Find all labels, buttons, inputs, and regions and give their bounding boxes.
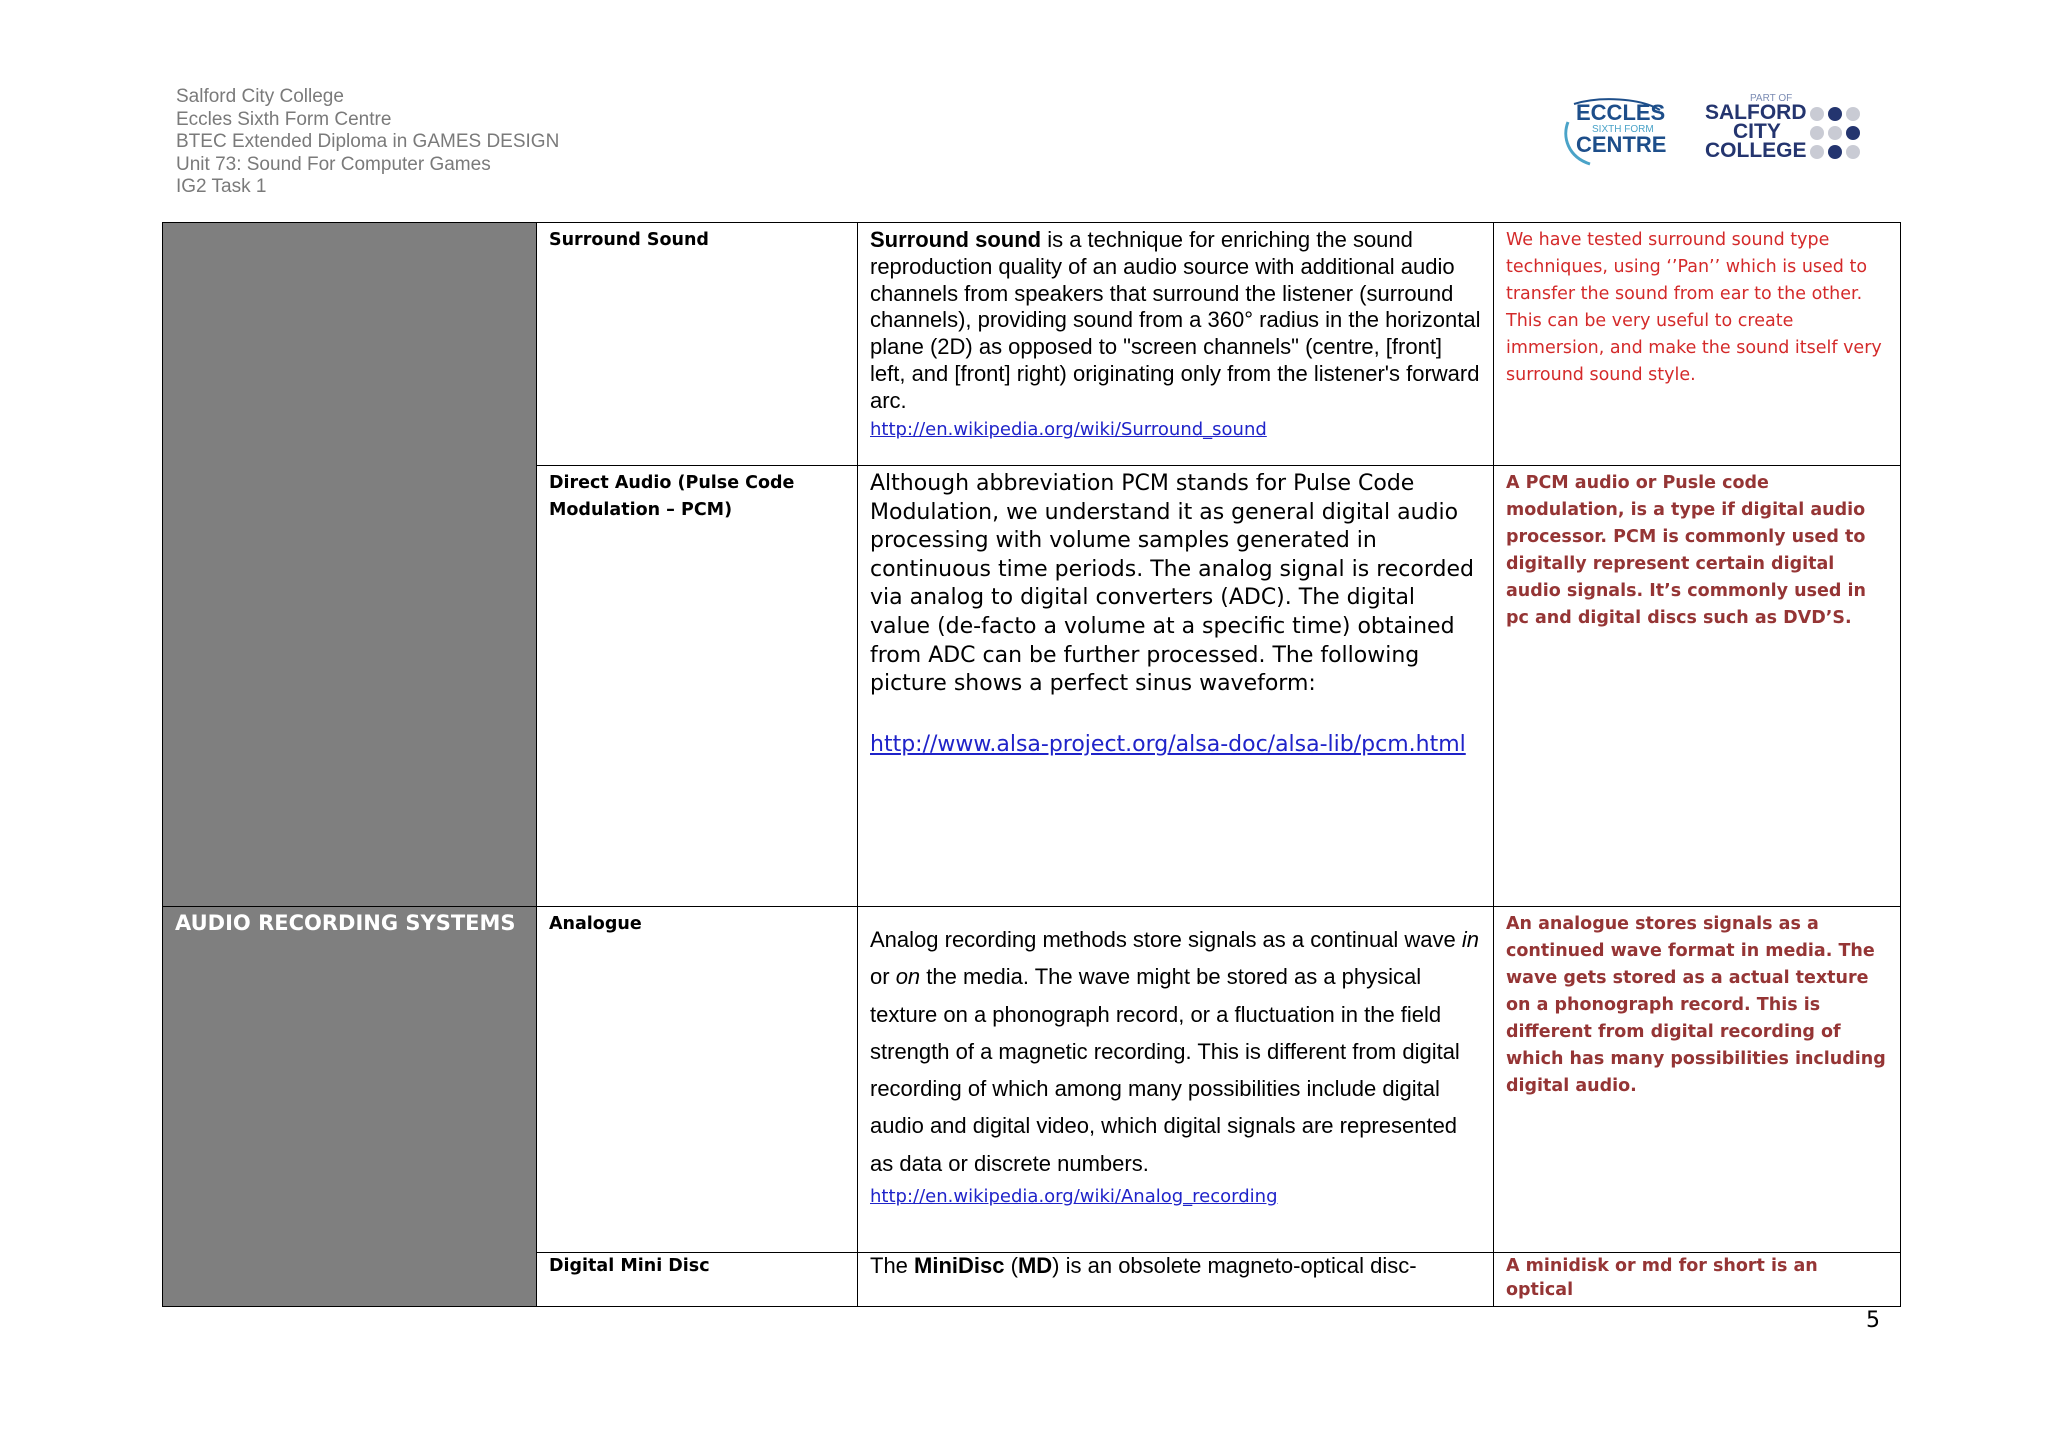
topic-cell: Analogue bbox=[537, 907, 858, 1253]
document-header bbox=[176, 86, 559, 199]
logo-text: SALFORD bbox=[1705, 101, 1807, 124]
logo-text: CITY bbox=[1733, 120, 1781, 143]
description-cell bbox=[858, 907, 1494, 1253]
topic-cell: Direct Audio (Pulse Code Modulation – PCM) bbox=[537, 466, 858, 907]
source-link[interactable]: http://www.alsa-project.org/alsa-doc/alsa-lib/pcm.html bbox=[870, 731, 1466, 757]
logo-text: ECCLES bbox=[1576, 100, 1666, 125]
description-part: ( bbox=[1004, 1253, 1018, 1278]
logo-text: PART OF bbox=[1750, 93, 1793, 104]
note-cell: A minidisk or md for short is an optical bbox=[1494, 1253, 1901, 1307]
note-cell: We have tested surround sound type techniques, using ‘’Pan’’ which is used to transfer the sound from ear to the other. This can be very useful to create immersion, and make the sound itself very surround sound style. bbox=[1494, 223, 1901, 466]
note-cell: An analogue stores signals as a continued wave format in media. The wave gets stored as a actual texture on a phonograph record. This is different from digital recording of which has many possibilities including digital audio. bbox=[1494, 907, 1901, 1253]
eccles-centre-logo bbox=[1560, 92, 1670, 172]
logo-dots bbox=[1810, 107, 1860, 159]
description-bold: MD bbox=[1017, 1253, 1053, 1278]
description-text: is a technique for enriching the sound reproduction quality of an audio source with additional audio channels from speakers that surround the listener (surround channels), providing sound from a 360° radius in the horizontal plane (2D) as opposed to "screen channels" (centre, [front] left, and [front] right) originating only from the listener's forward arc. bbox=[870, 227, 1481, 413]
description-lead: Surround sound bbox=[870, 227, 1042, 252]
page-number: 5 bbox=[1866, 1308, 1880, 1333]
header-logos bbox=[1560, 92, 1870, 172]
description-bold: MiniDisc bbox=[914, 1253, 1005, 1278]
header-line: IG2 Task 1 bbox=[176, 176, 267, 198]
source-link[interactable]: http://en.wikipedia.org/wiki/Surround_sound bbox=[870, 418, 1267, 440]
description-italic: on bbox=[895, 964, 921, 990]
description-part: Analog recording methods store signals as a continual wave bbox=[870, 927, 1462, 952]
logo-text: COLLEGE bbox=[1705, 139, 1807, 162]
description-part: The bbox=[870, 1253, 915, 1278]
source-link[interactable]: http://en.wikipedia.org/wiki/Analog_recording bbox=[870, 1186, 1278, 1208]
logo-text: SIXTH FORM bbox=[1592, 124, 1654, 135]
table-row bbox=[163, 907, 1901, 1253]
description-cell bbox=[858, 223, 1494, 466]
header-line: Eccles Sixth Form Centre bbox=[176, 108, 392, 130]
header-line: BTEC Extended Diploma in GAMES DESIGN bbox=[176, 131, 560, 153]
logo-text: CENTRE bbox=[1576, 132, 1667, 157]
content-table bbox=[162, 222, 1901, 1307]
description-cell bbox=[858, 466, 1494, 907]
table-row bbox=[163, 223, 1901, 466]
description-part: the media. The wave might be stored as a physical texture on a phonograph record, or a fluctuation in the field strength of a magnetic recording. This is different from digital recording of which among many possibilities include digital audio and digital video, which digital signals are represented as data or discrete numbers. bbox=[870, 964, 1460, 1176]
description-part: ) is an obsolete magneto-optical disc- bbox=[1052, 1253, 1417, 1278]
description-part: or bbox=[870, 964, 896, 990]
header-line: Salford City College bbox=[176, 86, 344, 107]
category-label: AUDIO RECORDING SYSTEMS bbox=[175, 911, 516, 935]
header-line: Unit 73: Sound For Computer Games bbox=[176, 153, 491, 175]
description-text: Although abbreviation PCM stands for Pulse Code Modulation, we understand it as general digital audio processing with volume samples generated in continuous time periods. The analog signal is recorded via analog to digital converters (ADC). The digital value (de-facto a volume at a specific time) obtained from ADC can be further processed. The following picture shows a perfect sinus waveform: bbox=[870, 471, 1474, 697]
description-cell bbox=[858, 1253, 1494, 1307]
note-cell: A PCM audio or Pusle code modulation, is a type if digital audio processor. PCM is commonly used to digitally represent certain digital audio signals. It’s commonly used in pc and digital discs such as DVD’S. bbox=[1494, 466, 1901, 907]
topic-cell: Surround Sound bbox=[537, 223, 858, 466]
salford-city-college-logo bbox=[1705, 92, 1870, 172]
description-italic: in bbox=[1461, 927, 1480, 952]
category-cell bbox=[163, 907, 537, 1307]
topic-cell: Digital Mini Disc bbox=[537, 1253, 858, 1307]
category-cell bbox=[163, 223, 537, 907]
description-text bbox=[870, 911, 1481, 1182]
